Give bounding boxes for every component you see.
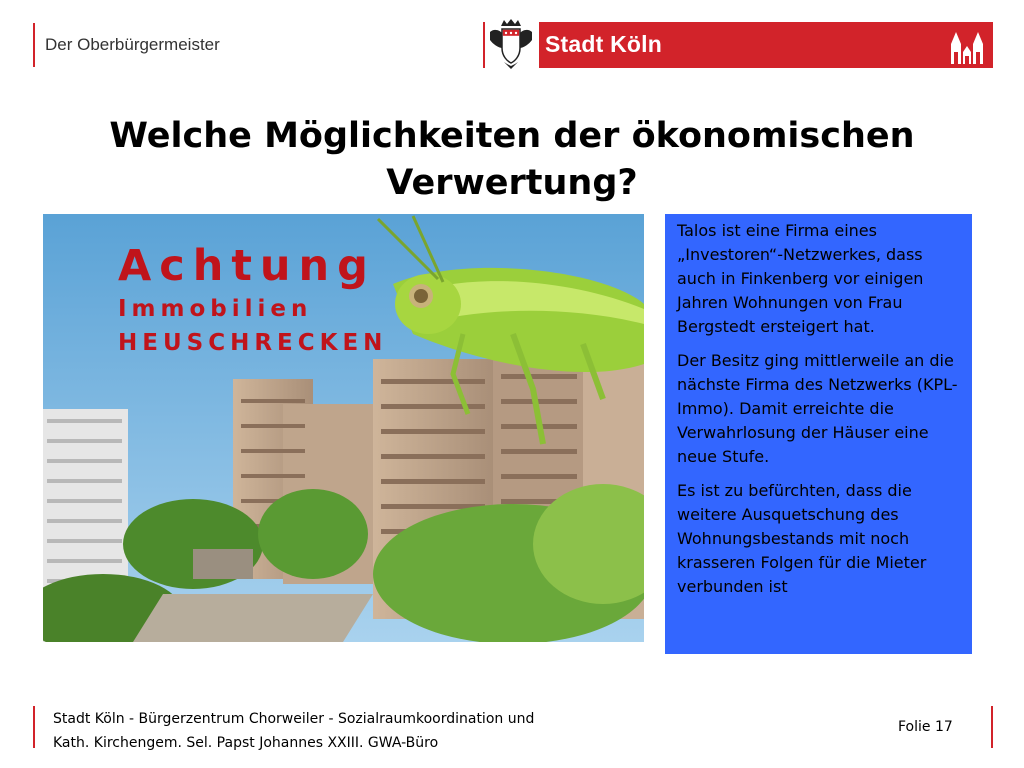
footer-right-divider (991, 706, 993, 748)
footer-credits (53, 707, 663, 755)
info-paragraph-2: Der Besitz ging mittlerweile an die nächste Firma des Netzwerks (KPL-Immo). Damit erreichte die Verwahrlosung der Häuser eine neue Stufe. (677, 351, 958, 466)
info-paragraph-1: Talos ist eine Firma eines „Investoren“-Netzwerkes, dass auch in Finkenberg vor einigen Jahren Wohnungen von Frau Bergstedt ersteigert hat. (677, 221, 924, 336)
footer-line-2: Kath. Kirchengem. Sel. Papst Johannes XXIII. GWA-Büro (53, 735, 439, 751)
header-logo-divider (483, 22, 485, 68)
footer-line-1: Stadt Köln - Bürgerzentrum Chorweiler - Sozialraumkoordination und (53, 711, 535, 727)
slide-title-line-2: Verwertung? (386, 163, 638, 203)
org-name: Der Oberbürgermeister (45, 35, 220, 54)
overlay-achtung: Achtung (118, 241, 376, 291)
footer-left-divider (33, 706, 35, 748)
info-textbox (665, 214, 972, 654)
cathedral-icon (949, 30, 985, 64)
header-left-divider (33, 23, 35, 67)
logo-text: Stadt Köln (545, 31, 662, 57)
info-paragraph-3: Es ist zu befürchten, dass die weitere Ausquetschung des Wohnungsbestands mit noch krasseren Folgen für die Mieter verbunden ist (677, 481, 927, 596)
grasshopper-housing-photo (43, 214, 644, 642)
overlay-heuschrecken: HEUSCHRECKEN (118, 330, 388, 356)
slide-number: Folie 17 (898, 719, 953, 735)
slide-title (20, 113, 1004, 207)
coat-of-arms-icon (488, 18, 534, 70)
stadt-koeln-logo (539, 22, 993, 68)
slide-title-line-1: Welche Möglichkeiten der ökonomischen (109, 116, 915, 156)
overlay-immobilien: Immobilien (118, 296, 313, 322)
